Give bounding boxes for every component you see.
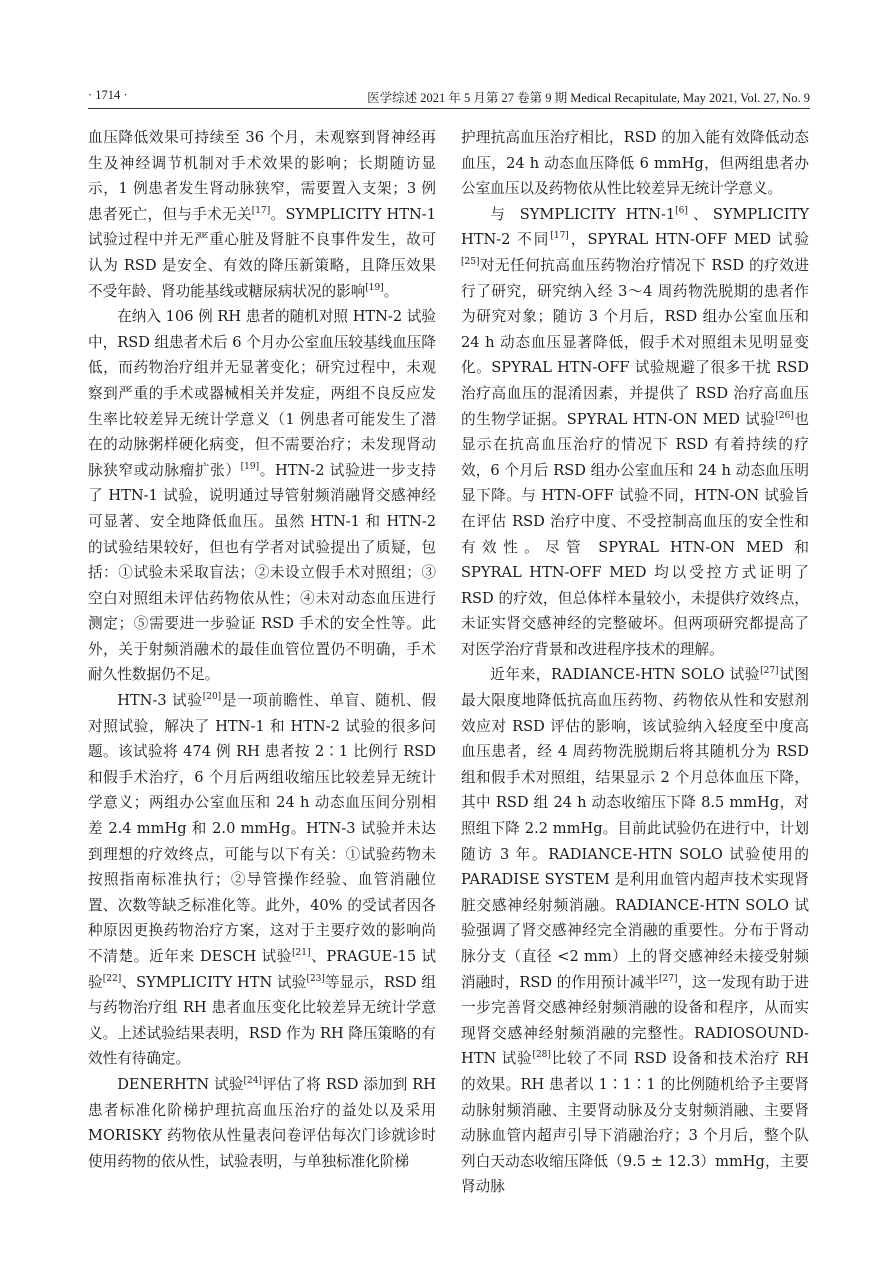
right-column — [461, 125, 809, 1200]
citation-ref: [27] — [760, 666, 779, 677]
citation-ref: [6] — [675, 205, 688, 216]
paragraph — [88, 1072, 436, 1174]
paragraph — [461, 125, 809, 202]
citation-ref: [26] — [775, 410, 794, 421]
citation-ref: [25] — [461, 257, 480, 268]
paragraph — [88, 304, 436, 688]
citation-ref: [17] — [550, 231, 569, 242]
text-run: ，SPYRAL HTN-OFF MED 试验 — [568, 231, 809, 249]
text-run: 、PRAGUE-15 试验 — [88, 948, 436, 991]
text-run: 护理抗高血压治疗相比，RSD 的加入能有效降低动态血压，24 h 动态血压降低 6 mmHg，但两组患者办公室血压以及药物依从性比较差异无统计学意义。 — [461, 129, 809, 198]
citation-ref: [20] — [202, 692, 222, 703]
citation-ref: [23] — [306, 973, 325, 984]
text-run: 对无任何抗高血压药物治疗情况下 RSD 的疗效进行了研究，研究纳入经 3～4 周药物洗脱期的患者作为研究对象；随访 3 个月后，RSD 组办公室血压和 24 h 动态血压显著降低，假手术对照组未见明显变化。SPYRAL HTN-OFF 试验规避了很多干扰 RSD 治疗高血压的混淆因素，并提供了 RSD 治疗高血压的生物学证据。SPYRAL HTN-ON MED 试验 — [461, 256, 809, 428]
citation-ref: [27] — [659, 973, 678, 984]
text-run: 试图最大限度地降低抗高血压药物、药物依从性和安慰剂效应对 RSD 评估的影响，该试验纳入轻度至中度高血压患者，经 4 周药物洗脱期后将其随机分为 RSD 组和假手术对照组，结果显示 2 个月总体血压下降，其中 RSD 组 24 h 动态收缩压下降 8.5 mmHg，对照组下降 2.2 mmHg。目前此试验仍在进行中，计划随访 3 年。RADIANCE-HTN SOLO 试验使用的 PARADISE SYSTEM 是利用血管内超声技术实现肾脏交感神经射频消融。RADIANCE-HTN SOLO 试验强调了肾交感神经完全消融的重要性。分布于肾动脉分支（直径 <2 mm）上的肾交感神经未接受射频消融时，RSD 的作用预计减半 — [461, 666, 809, 991]
paragraph — [88, 125, 436, 304]
text-run: 在纳入 106 例 RH 患者的随机对照 HTN-2 试验中，RSD 组患者术后 6 个月办公室血压较基线血压降低，而药物治疗组并无显著变化；研究过程中，未观察到严重的手术或器械相关并发症，两组不良反应发生率比较差异无统计学意义（1 例患者可能发生了潜在的动脉粥样硬化病变，但不需要治疗；未发现肾动脉狭窄或动脉瘤扩张） — [88, 308, 436, 479]
citation-ref: [19] — [240, 461, 260, 472]
text-run: 与 SYMPLICITY HTN-1 — [490, 205, 676, 223]
text-run: 比较了不同 RSD 设备和技术治疗 RH 的效果。RH 患者以 1∶1∶1 的比例随机给予主要肾动脉射频消融、主要肾动脉及分支射频消融、主要肾动脉血管内超声引导下消融治疗；3 个月后，整个队列白天动态收缩压降低（9.5 ± 12.3）mmHg，主要肾动脉 — [461, 1050, 809, 1196]
text-run: 、SYMPLICITY HTN 试验 — [121, 973, 307, 991]
text-run: 血压降低效果可持续至 36 个月，未观察到肾神经再生及神经调节机制对手术效果的影响；长期随访显示，1 例患者发生肾动脉狭窄，需要置入支架；3 例患者死亡，但与手术无关 — [88, 129, 436, 223]
text-run: 等显示，RSD 组与药物治疗组 RH 患者血压变化比较差异无统计学意义。上述试验结果表明，RSD 作为 RH 降压策略的有效性有待确定。 — [88, 973, 436, 1068]
text-run: 评估了将 RSD 添加到 RH 患者标准化阶梯护理抗高血压治疗的益处以及采用 MORISKY 药物依从性量表问卷评估每次门诊就诊时使用药物的依从性，试验表明，与单独标准化阶梯 — [88, 1075, 436, 1170]
citation-ref: [22] — [102, 973, 122, 984]
citation-ref: [21] — [292, 948, 311, 959]
text-run: 近年来，RADIANCE-HTN SOLO 试验 — [490, 666, 761, 684]
citation-ref: [17] — [251, 205, 271, 216]
left-column — [88, 125, 436, 1174]
journal-citation: 医学综述 2021 年 5 月第 27 卷第 9 期 Medical Recapitulate, May 2021, Vol. 27, No. 9 — [367, 91, 810, 105]
text-run: ，这一发现有助于进一步完善肾交感神经射频消融的设备和程序，从而实现肾交感神经射频消融的完整性。RADIOSOUND-HTN 试验 — [461, 973, 809, 1068]
citation-ref: [28] — [532, 1050, 551, 1061]
text-run: 。SYMPLICITY HTN-1 试验过程中并无严重心脏及肾脏不良事件发生，故可认为 RSD 是安全、有效的降压新策略，且降压效果不受年龄、肾功能基线或糖尿病状况的影响 — [88, 205, 436, 300]
paragraph — [461, 662, 809, 1199]
paragraph — [88, 688, 436, 1072]
paragraph — [461, 202, 809, 663]
text-run: 是一项前瞻性、单盲、随机、假对照试验，解决了 HTN-1 和 HTN-2 试验的很多问题。该试验将 474 例 RH 患者按 2∶1 比例行 RSD 和假手术治疗，6 个月后两组收缩压比较差异无统计学意义；两组办公室血压和 24 h 动态血压间分别相差 2.4 mmHg 和 2.0 mmHg。HTN-3 试验并未达到理想的疗效终点，可能与以下有关：①试验药物未按照指南标准执行；②导管操作经验、血管消融位置、次数等缺乏标准化等。此外，40% 的受试者因各种原因更换药物治疗方案，这对于主要疗效的影响尚不清楚。近年来 DESCH 试验 — [88, 692, 436, 965]
text-run: HTN-3 试验 — [117, 692, 203, 710]
page-header — [88, 86, 810, 109]
page-number: · 1714 · — [88, 88, 128, 102]
text-run: 也显示在抗高血压治疗的情况下 RSD 有着持续的疗效，6 个月后 RSD 组办公室血压和 24 h 动态血压明显下降。与 HTN-OFF 试验不同，HTN-ON 试验旨在评估 RSD 治疗中度、不受控制高血压的安全性和有效性。尽管 SPYRAL HTN-ON MED 和 SPYRAL HTN-OFF MED 均以受控方式证明了 RSD 的疗效，但总体样本量较小，未提供疗效终点，未证实肾交感神经的完整破坏。但两项研究都提高了对医学治疗背景和改进程序技术的理解。 — [461, 410, 809, 658]
text-run: 。 — [383, 282, 399, 300]
text-run: 。HTN-2 试验进一步支持了 HTN-1 试验，说明通过导管射频消融肾交感神经可显著、安全地降低血压。虽然 HTN-1 和 HTN-2 的试验结果较好，但也有学者对试验提出了质疑，包括：①试验未采取盲法；②未设立假手术对照组；③空白对照组未评估药物依从性；④未对动态血压进行测定；⑤需要进一步验证 RSD 手术的安全性等。此外，关于射频消融术的最佳血管位置仍不明确，手术耐久性数据仍不足。 — [88, 461, 436, 684]
citation-ref: [24] — [243, 1076, 262, 1087]
text-run: DENERHTN 试验 — [117, 1075, 244, 1093]
text-run: 、SYMPLICITY HTN-2 不同 — [461, 205, 810, 249]
citation-ref: [19] — [365, 282, 384, 293]
